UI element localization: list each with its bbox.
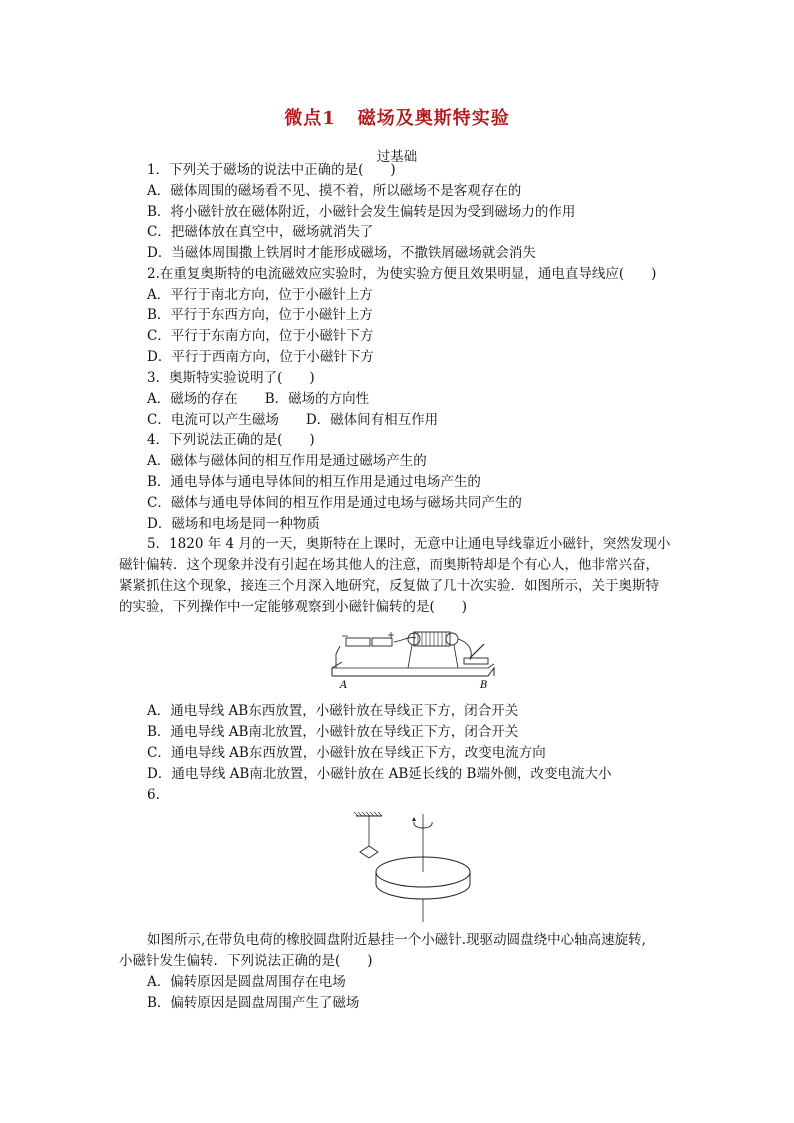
q3-stem: 3．奥斯特实验说明了( ) (147, 370, 315, 386)
q1-option-b: B．将小磁针放在磁体附近，小磁针会发生偏转是因为受到磁场力的作用 (147, 204, 576, 220)
q4-option-a: A．磁体与磁体间的相互作用是通过磁场产生的 (147, 453, 427, 469)
q6-option-a: A．偏转原因是圆盘周围存在电场 (147, 974, 346, 990)
title-part2: 磁场及奥斯特实验 (357, 108, 510, 129)
q5-line-2: 磁针偏转．这个现象并没有引起在场其他人的注意，而奥斯特却是个有心人，他非常兴奋， (119, 557, 659, 573)
q5-line-3: 紧紧抓住这个现象，接连三个月深入地研究，反复做了几十次实验．如图所示，关于奥斯特 (119, 578, 659, 594)
fig-label-b: B (480, 680, 488, 690)
q5-option-c: C．通电导线 AB东西放置，小磁针放在导线正下方，改变电流方向 (147, 745, 546, 761)
page-title (0, 104, 794, 130)
q2-option-b: B．平行于东西方向，位于小磁针上方 (147, 307, 373, 323)
q6-line-2: 小磁针发生偏转．下列说法正确的是( ) (119, 953, 373, 969)
oersted-experiment-figure (328, 624, 498, 690)
q3-options-cd: C．电流可以产生磁场 D．磁体间有相互作用 (147, 412, 439, 428)
q4-option-c: C．磁体与通电导体间的相互作用是通过电场与磁场共同产生的 (147, 495, 522, 511)
q5-option-d: D．通电导线 AB南北放置，小磁针放在 AB延长线的 B端外侧，改变电流大小 (147, 766, 612, 782)
q1-stem: 1．下列关于磁场的说法中正确的是( ) (147, 162, 396, 178)
q6-option-b: B．偏转原因是圆盘周围产生了磁场 (147, 995, 360, 1011)
q2-option-c: C．平行于东南方向，位于小磁针下方 (147, 328, 374, 344)
q1-option-d: D．当磁体周围撒上铁屑时才能形成磁场，不撒铁屑磁场就会消失 (147, 245, 536, 261)
q5-line-1: 5．1820 年 4 月的一天，奥斯特在上课时，无意中让通电导线靠近小磁针，突然发现小 (147, 536, 671, 552)
q6-line-1: 如图所示,在带负电荷的橡胶圆盘附近悬挂一个小磁针.现驱动圆盘绕中心轴高速旋转, (147, 932, 646, 948)
q4-option-d: D．磁场和电场是同一种物质 (147, 516, 320, 532)
q5-line-4: 的实验，下列操作中一定能够观察到小磁针偏转的是( ) (119, 599, 468, 615)
q2-option-a: A．平行于南北方向，位于小磁针上方 (147, 287, 373, 303)
q1-option-a: A．磁体周围的磁场看不见、摸不着，所以磁场不是客观存在的 (147, 183, 522, 199)
q2-option-d: D．平行于西南方向，位于小磁针下方 (147, 349, 374, 365)
title-part1: 微点1 (284, 108, 336, 129)
q4-option-b: B．通电导体与通电导体间的相互作用是通过电场产生的 (147, 474, 481, 490)
q5-option-b: B．通电导线 AB南北放置，小磁针放在导线正下方，闭合开关 (147, 724, 519, 740)
section-subtitle: 过基础 (376, 149, 418, 165)
q2-stem: 2.在重复奥斯特的电流磁效应实验时，为使实验方便且效果明显，通电直导线应( ) (147, 266, 657, 282)
fig-label-a: A (340, 680, 348, 690)
q5-option-a: A．通电导线 AB东西放置，小磁针放在导线正下方，闭合开关 (147, 703, 519, 719)
rotating-disk-figure (350, 812, 480, 924)
q6-number: 6. (147, 787, 160, 803)
q3-options-ab: A．磁场的存在 B．磁场的方向性 (147, 391, 370, 407)
q4-stem: 4．下列说法正确的是( ) (147, 432, 315, 448)
q1-option-c: C．把磁体放在真空中，磁场就消失了 (147, 224, 374, 240)
